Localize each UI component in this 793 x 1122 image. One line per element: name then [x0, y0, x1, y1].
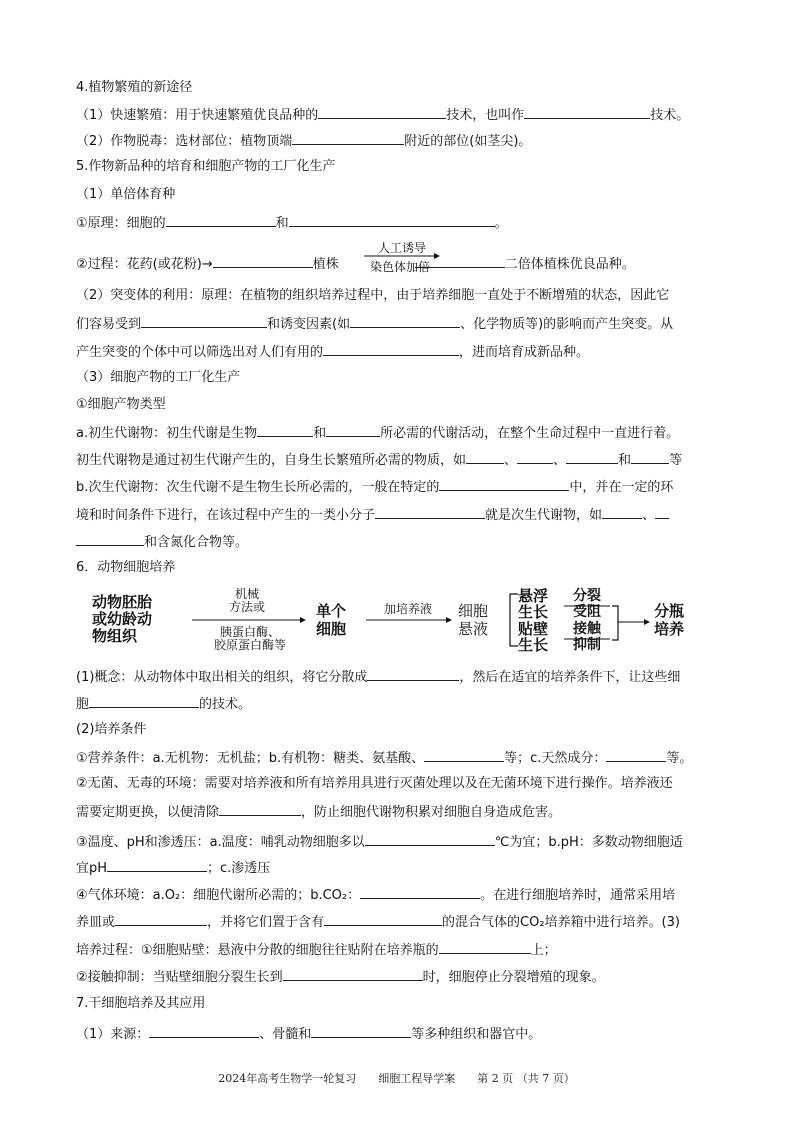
section-7-heading: 7.干细胞培养及其应用	[76, 996, 206, 1011]
blank[interactable]	[107, 858, 207, 872]
blank[interactable]	[466, 450, 504, 464]
sterile-line-1: ②无菌、无毒的环境：需要对培养液和所有培养用具进行灭菌处理以及在无菌环境下进行操作。培养液还	[76, 776, 673, 791]
arrow-to-suspension	[366, 616, 452, 624]
contact-inhibition-line: ②接触抑制：当贴壁细胞分裂生长到 时，细胞停止分裂增殖的现象。	[76, 967, 726, 987]
blank[interactable]	[292, 131, 404, 145]
concept-line-1: (1)概念：从动物体中取出相关的组织，将它分散成 ，然后在适宜的培养条件下，让这些细	[76, 667, 726, 687]
contact-inhibition: 接触 抑制	[573, 621, 601, 653]
adherence-line: 培养过程：①细胞贴壁：悬液中分散的细胞往往贴附在培养瓶的 上；	[76, 940, 726, 960]
temperature-line-2: 宜pH ；c.渗透压	[76, 858, 726, 878]
mutant-line-2: 们容易受到 和诱变因素(如 、化学物质等)的影响而产生突变。从	[76, 314, 726, 334]
blank[interactable]	[367, 667, 459, 681]
cell-suspension: 细胞 悬液	[458, 602, 489, 638]
induction-arrow	[364, 252, 440, 260]
suspension-growth: 悬浮 生长	[518, 587, 549, 621]
factory-production-heading: （3）细胞产物的工厂化生产	[76, 370, 241, 385]
haploid-breeding-heading: （1）单倍体育种	[76, 187, 176, 202]
primary-metabolite-line-2: 初生代谢物是通过初生代谢产生的，自身生长繁殖所必需的物质，如 、 、 和 等	[76, 450, 726, 470]
arrow-float	[564, 603, 610, 609]
nutrition-line: ①营养条件：a.无机物：无机盐；b.有机物：糖类、氨基酸、 等；c.天然成分： 等。	[76, 748, 726, 768]
blank[interactable]	[324, 912, 442, 926]
blank[interactable]	[517, 450, 553, 464]
product-types-heading: ①细胞产物类型	[76, 397, 166, 412]
blank[interactable]	[326, 423, 380, 437]
blank[interactable]	[524, 105, 650, 119]
process-line: ②过程：花药(或花粉)→ 植株 二倍体植株优良品种。	[76, 254, 726, 274]
blank[interactable]	[439, 940, 531, 954]
blank[interactable]	[318, 105, 446, 119]
gas-line-2: 养皿或 ，并将它们置于含有 的混合气体的CO₂培养箱中进行培养。(3)	[76, 912, 726, 932]
blank[interactable]	[149, 1024, 259, 1038]
secondary-metabolite-line-3: 和含氮化合物等。	[76, 532, 726, 552]
blank[interactable]	[311, 1024, 411, 1038]
blank[interactable]	[289, 213, 495, 227]
blank[interactable]	[115, 912, 207, 926]
blank[interactable]	[323, 342, 459, 356]
subculture: 分瓶 培养	[654, 602, 685, 638]
virus-free-line: （2）作物脱毒：选材部位：植物顶端 附近的部位(如茎尖)。	[76, 131, 726, 151]
blank[interactable]	[655, 505, 669, 519]
section-6-heading: 6．动物细胞培养	[76, 560, 176, 575]
blank[interactable]	[439, 477, 569, 491]
blank[interactable]	[89, 694, 199, 708]
animal-cell-culture-flowchart	[92, 588, 712, 654]
mutant-line-3: 产生突变的个体中可以筛选出对人们有用的 ，进而培育成新品种。	[76, 342, 726, 362]
blank[interactable]	[606, 748, 666, 762]
source-tissue: 动物胚胎 或幼龄动 物组织	[92, 593, 153, 645]
blank[interactable]	[424, 748, 504, 762]
secondary-metabolite-line-1: b.次生代谢物：次生代谢不是生物生长所必需的，一般在特定的 中，并在一定的环	[76, 477, 726, 497]
division-blocked: 分裂 受阻	[573, 588, 601, 620]
blank[interactable]	[360, 885, 480, 899]
blank[interactable]	[375, 505, 485, 519]
culture-conditions-heading: (2)培养条件	[76, 722, 147, 737]
primary-metabolite-line-1: a.初生代谢物：初生代谢是生物 和 所必需的代谢活动，在整个生命过程中一直进行着。	[76, 423, 726, 443]
add-medium-label: 加培养液	[383, 602, 432, 616]
blank[interactable]	[283, 967, 423, 981]
secondary-metabolite-line-2: 境和时间条件下进行，在该过程中产生的一类小分子 就是次生代谢物，如 、	[76, 505, 726, 525]
mutant-line-1: （2）突变体的利用：原理：在植物的组织培养过程中，由于培养细胞一直处于不断增殖的状态，因此它	[76, 288, 670, 303]
blank[interactable]	[213, 254, 313, 268]
bracket-right-arrow	[610, 592, 650, 648]
blank[interactable]	[365, 832, 495, 846]
induction-label-bottom: 染色体加倍	[369, 260, 430, 274]
blank[interactable]	[566, 450, 618, 464]
blank[interactable]	[602, 505, 642, 519]
gas-line-1: ④气体环境：a.O₂：细胞代谢所必需的；b.CO₂： 。在进行细胞培养时，通常采用培	[76, 885, 726, 905]
arrow-to-single-cell	[192, 616, 306, 624]
blank[interactable]	[350, 314, 460, 328]
blank[interactable]	[166, 213, 276, 227]
blank[interactable]	[76, 532, 144, 546]
blank[interactable]	[257, 423, 313, 437]
single-cell: 单个 细胞	[316, 602, 347, 638]
mechanical-method-label: 机械 方法或	[228, 587, 265, 614]
section-4-heading: 4.植物繁殖的新途径	[76, 80, 193, 95]
adherent-growth: 贴壁 生长	[518, 620, 549, 654]
temperature-line-1: ③温度、pH和渗透压：a.温度：哺乳动物细胞多以 ℃为宜；b.pH：多数动物细胞适	[76, 832, 726, 852]
blank[interactable]	[141, 314, 267, 328]
page-footer: 2024年高考生物学一轮复习 细胞工程导学案 第 2 页 （共 7 页）	[218, 1072, 575, 1085]
induction-label-top: 人工诱导	[377, 241, 426, 255]
section-5-heading: 5.作物新品种的培育和细胞产物的工厂化生产	[76, 159, 336, 174]
concept-line-2: 胞 的技术。	[76, 694, 726, 714]
blank[interactable]	[219, 802, 301, 816]
principle-line: ①原理：细胞的 和 。	[76, 213, 726, 233]
arrow-adherent	[564, 636, 610, 642]
blank[interactable]	[631, 450, 669, 464]
stem-cell-source-line: （1）来源： 、骨髓和 等多种组织和器官中。	[76, 1024, 726, 1044]
rapid-propagation-line: （1）快速繁殖：用于快速繁殖优良品种的 技术，也叫作 技术。	[76, 105, 726, 125]
sterile-line-2: 需要定期更换，以便清除 ，防止细胞代谢物积累对细胞自身造成危害。	[76, 802, 726, 822]
enzyme-label: 胰蛋白酶、 胶原蛋白酶等	[213, 625, 286, 652]
